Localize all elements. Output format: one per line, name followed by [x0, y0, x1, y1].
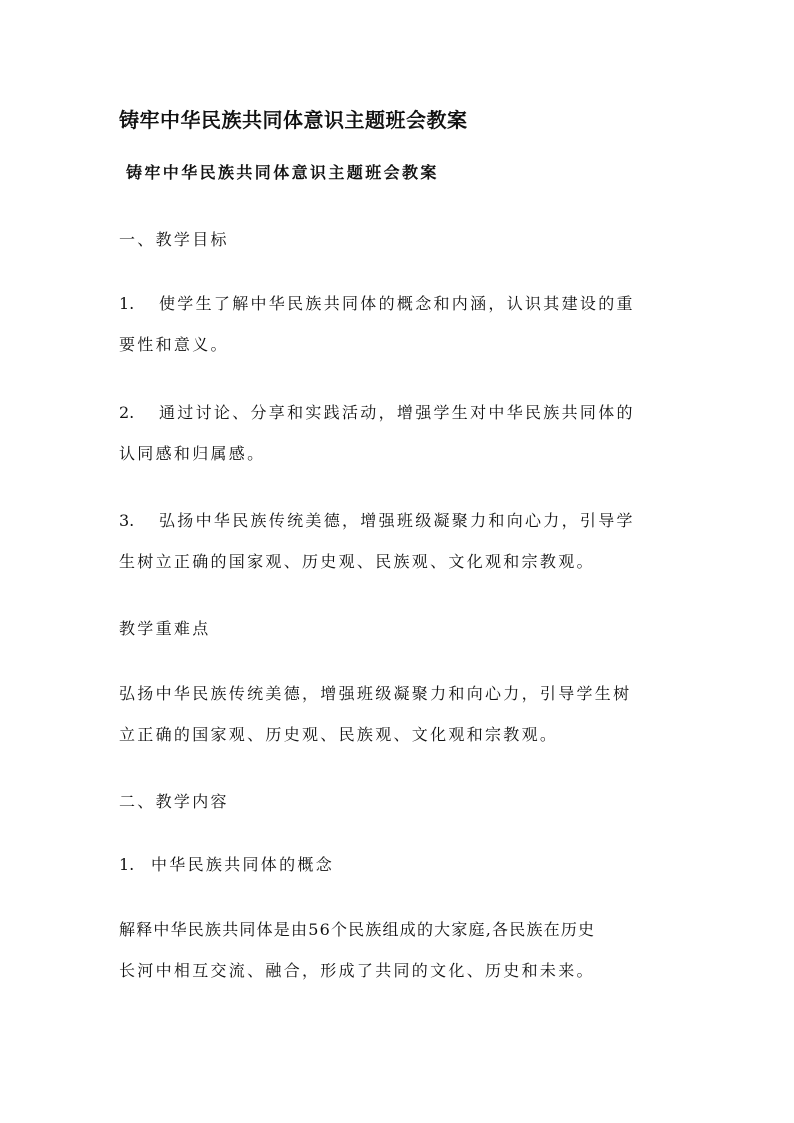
objective-item-2-text-1: 通过讨论、分享和实践活动，增强学生对中华民族共同体的	[159, 403, 635, 422]
content-item-1-number: 1.	[119, 855, 135, 874]
content-item-1-line-2: 长河中相互交流、融合，形成了共同的文化、历史和未来。	[119, 961, 595, 980]
section-heading-key-points: 教学重难点	[119, 619, 211, 638]
objective-item-2-line-2: 认同感和归属感。	[119, 444, 266, 463]
content-item-1-line-1: 解释中华民族共同体是由56个民族组成的大家庭,各民族在历史	[119, 920, 596, 939]
objective-item-3-text-1: 弘扬中华民族传统美德，增强班级凝聚力和向心力，引导学	[159, 511, 635, 530]
objective-item-3-number: 3.	[119, 511, 135, 530]
objective-item-1-text-1: 使学生了解中华民族共同体的概念和内涵，认识其建设的重	[159, 294, 635, 313]
content-item-1-title: 中华民族共同体的概念	[151, 855, 335, 874]
content-item-1-title-line	[119, 855, 679, 875]
objective-item-1-line-1	[119, 294, 679, 314]
objective-item-1-number: 1.	[119, 294, 135, 313]
objective-item-3-line-1	[119, 511, 679, 531]
key-points-line-2: 立正确的国家观、历史观、民族观、文化观和宗教观。	[119, 725, 559, 744]
objective-item-2-number: 2.	[119, 403, 135, 422]
objective-item-2-line-1	[119, 403, 679, 423]
section-heading-objectives: 一、教学目标	[119, 230, 229, 249]
objective-item-1-line-2: 要性和意义。	[119, 335, 229, 354]
document-title: 铸牢中华民族共同体意识主题班会教案	[119, 108, 468, 132]
objective-item-3-line-2: 生树立正确的国家观、历史观、民族观、文化观和宗教观。	[119, 552, 595, 571]
key-points-line-1: 弘扬中华民族传统美德，增强班级凝聚力和向心力，引导学生树	[119, 684, 632, 703]
document-subtitle: 铸牢中华民族共同体意识主题班会教案	[126, 163, 439, 182]
section-heading-content: 二、教学内容	[119, 792, 229, 811]
